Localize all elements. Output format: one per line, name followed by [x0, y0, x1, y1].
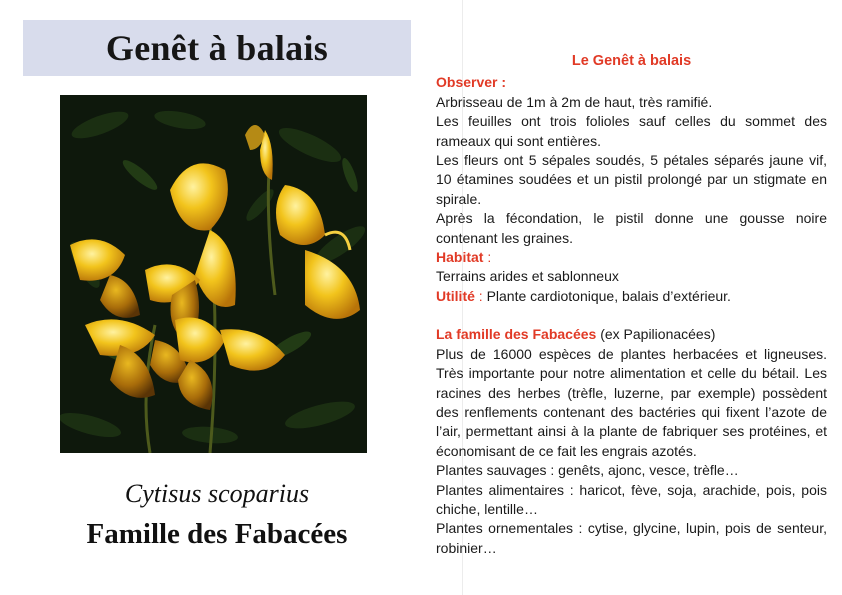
observe-paragraph: Les feuilles ont trois folioles sauf celles du sommet des rameaux qui sont entières.	[436, 113, 827, 149]
habitat-heading	[436, 248, 827, 267]
observe-paragraph: Les fleurs ont 5 sépales soudés, 5 pétales séparés jaune vif, 10 étamines soudées et un pistil prolongé par un stigmate en spirale.	[436, 152, 827, 207]
broom-flower-photo	[60, 95, 367, 453]
food-plants-line: Plantes alimentaires : haricot, fève, soja, arachide, pois, pois chiche, lentille…	[436, 481, 827, 517]
section-spacer	[436, 306, 827, 325]
title-banner	[23, 20, 411, 76]
latin-species-name: Cytisus scoparius	[124, 479, 310, 508]
utility-text: Plante cardiotonique, balais d’extérieur.	[486, 287, 731, 304]
habitat-label: Habitat	[436, 249, 484, 266]
family-heading	[436, 325, 827, 344]
ornamental-plants-line: Plantes ornementales : cytise, glycine, lupin, pois de senteur, robinier…	[436, 520, 827, 556]
family-note: (ex Papilionacées)	[596, 326, 716, 343]
utility-line	[436, 287, 827, 306]
family-label: La famille des Fabacées	[436, 326, 597, 343]
page-title: Genêt à balais	[105, 28, 329, 68]
habitat-separator: :	[483, 249, 492, 266]
habitat-text: Terrains arides et sablonneux	[436, 268, 619, 285]
utility-separator: :	[474, 287, 487, 304]
utility-label: Utilité	[436, 287, 475, 304]
observe-paragraph: Arbrisseau de 1m à 2m de haut, très ramifié.	[436, 93, 713, 110]
wild-plants-line: Plantes sauvages : genêts, ajonc, vesce, trèfle…	[436, 462, 739, 479]
description-column	[436, 52, 827, 558]
family-description: Plus de 16000 espèces de plantes herbacées et ligneuses. Très importante pour notre alimentation et celle du bétail. Les racines des herbes (trèfle, luzerne, par exemple) possèdent des renflements contenant des bactéries qui fixent l’azote de l’air, permettant ainsi à la plante de fabriquer ses protéines, et économisant de ce fait les engrais azotés.	[436, 345, 827, 459]
description-heading: Le Genêt à balais	[571, 53, 692, 69]
observe-label: Observer :	[436, 74, 507, 91]
plant-family-name: Famille des Fabacées	[86, 518, 348, 550]
observe-paragraph: Après la fécondation, le pistil donne une gousse noire contenant les graines.	[436, 210, 827, 246]
